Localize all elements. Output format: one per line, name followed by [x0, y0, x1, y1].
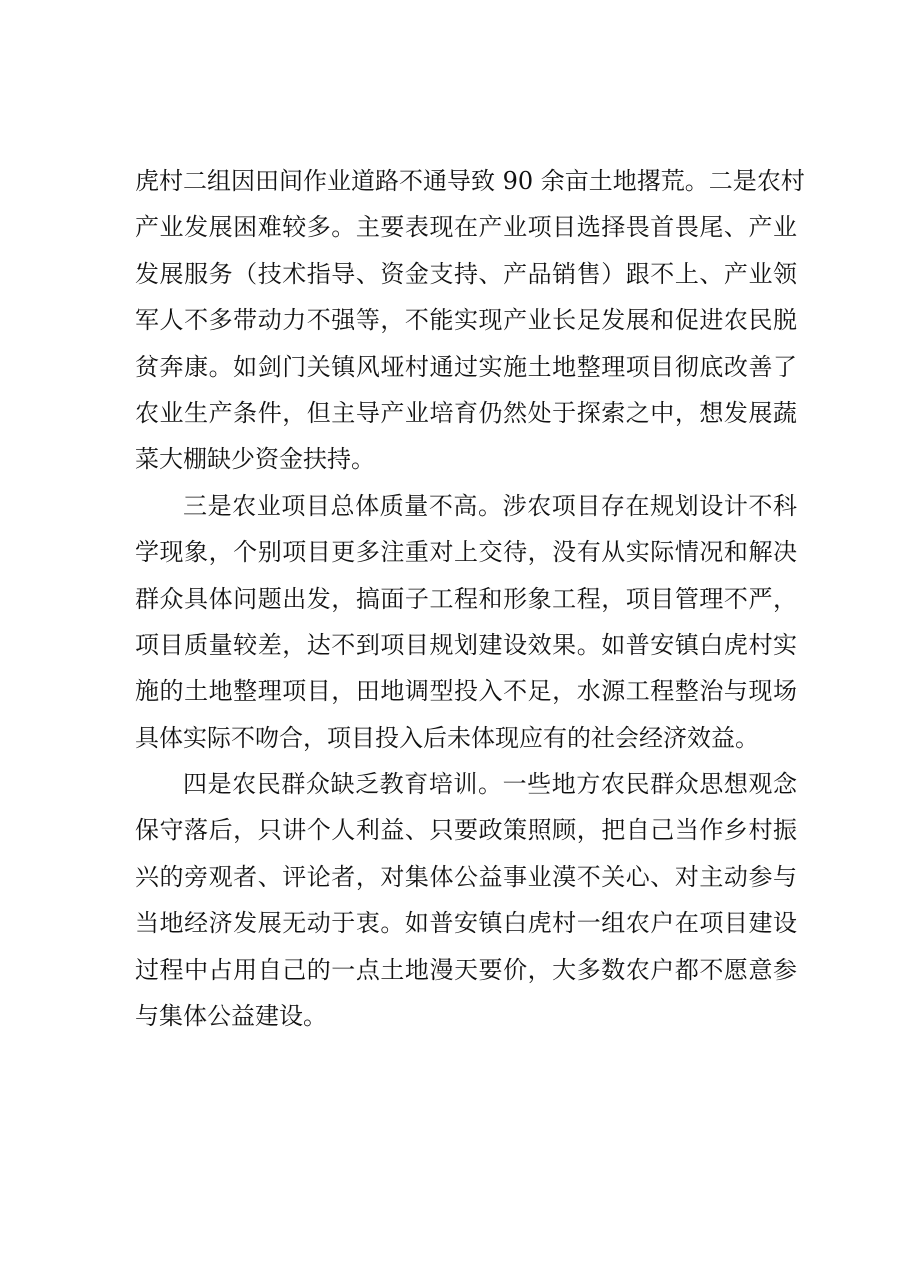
paragraph-2-line-4: 项目质量较差，达不到项目规划建设效果。如普安镇白虎村实: [135, 630, 797, 659]
paragraph-2-line-3: 群众具体问题出发，搞面子工程和形象工程，项目管理不严，: [135, 584, 797, 613]
paragraph-3-line-1: 四是农民群众缺乏教育培训。一些地方农民群众思想观念: [183, 770, 797, 799]
body-text: [135, 158, 805, 1039]
paragraph-1-line-5: 贫奔康。如剑门关镇风垭村通过实施土地整理项目彻底改善了: [135, 352, 797, 381]
paragraph-2-line-5: 施的土地整理项目，田地调型投入不足，水源工程整治与现场: [135, 677, 797, 706]
paragraph-3-line-5: 过程中占用自己的一点土地漫天要价，大多数农户都不愿意参: [135, 955, 797, 984]
paragraph-1-line-3: 发展服务（技术指导、资金支持、产品销售）跟不上、产业领: [135, 259, 797, 288]
paragraph-1-line-2: 产业发展困难较多。主要表现在产业项目选择畏首畏尾、产业: [135, 213, 797, 242]
paragraph-2-line-2: 学现象，个别项目更多注重对上交待，没有从实际情况和解决: [135, 538, 797, 567]
paragraph-2-line-1: 三是农业项目总体质量不高。涉农项目存在规划设计不科: [183, 491, 797, 520]
paragraph-1-line-7: 菜大棚缺少资金扶持。: [135, 445, 375, 474]
paragraph-1-line-6: 农业生产条件，但主导产业培育仍然处于探索之中，想发展蔬: [135, 398, 797, 427]
paragraph-3-line-3: 兴的旁观者、评论者，对集体公益事业漠不关心、对主动参与: [135, 862, 797, 891]
paragraph-3-line-4: 当地经济发展无动于衷。如普安镇白虎村一组农户在项目建设: [135, 909, 797, 938]
paragraph-1-line-4: 军人不多带动力不强等，不能实现产业长足发展和促进农民脱: [135, 306, 797, 335]
paragraph-3-line-2: 保守落后，只讲个人利益、只要政策照顾，把自己当作乡村振: [135, 816, 797, 845]
paragraph-2-line-6: 具体实际不吻合，项目投入后未体现应有的社会经济效益。: [135, 723, 759, 752]
paragraph-3-line-6: 与集体公益建设。: [135, 1002, 327, 1031]
paragraph-1-line-1: 虎村二组因田间作业道路不通导致 90 余亩土地撂荒。二是农村: [135, 167, 805, 195]
